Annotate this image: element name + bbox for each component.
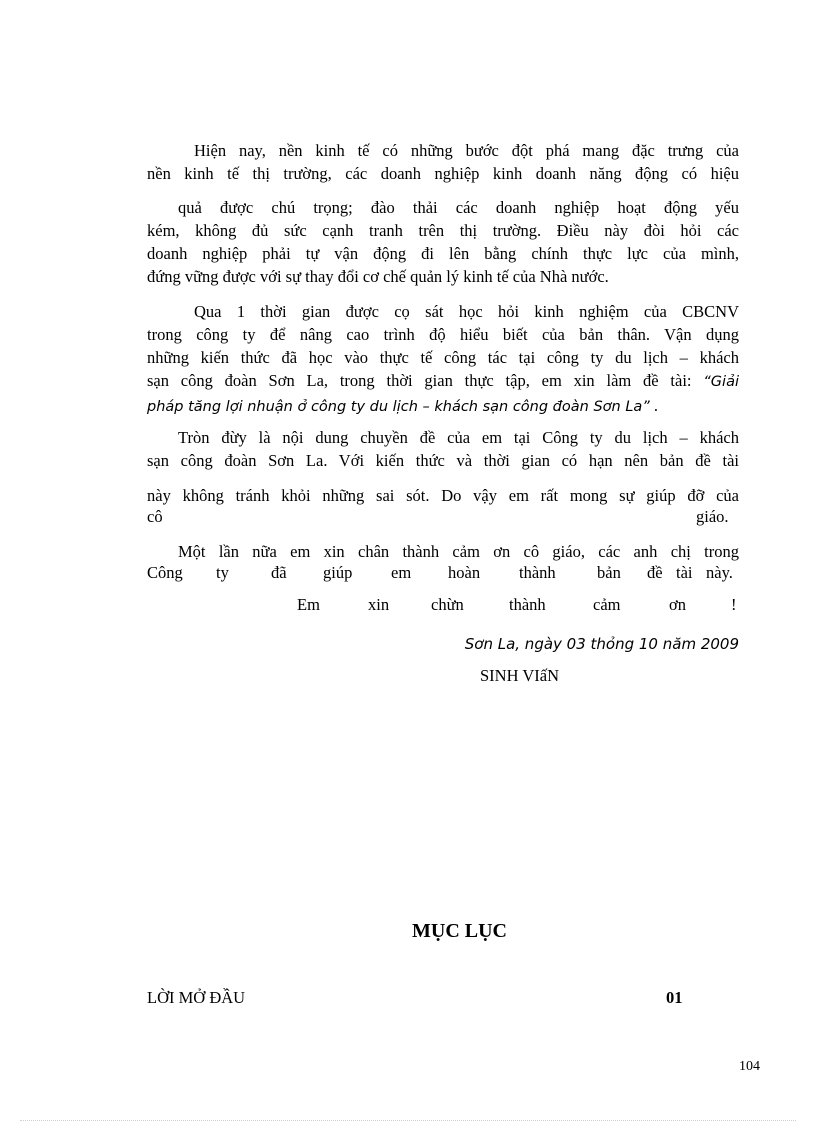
text-line: này không tránh khỏi những sai sót. Do vậy em rất mong sự giúp đỡ của [147, 486, 739, 505]
topic-title-start: “Giải [703, 374, 739, 390]
thanks-word: ơn [669, 595, 686, 614]
text-line: đứng vững được với sự thay đổi cơ chế quản lý kinh tế của Nhà nước. [147, 267, 609, 286]
thanks-word: Em [297, 595, 320, 614]
text-word: cô [147, 507, 163, 526]
text-word: giáo. [696, 507, 729, 526]
text-line: nền kinh tế thị trường, các doanh nghiệp kinh doanh năng động có hiệu [147, 164, 739, 183]
thanks-word: chừn [431, 595, 464, 614]
paragraph-continuation [147, 196, 739, 288]
paragraph-thanks [147, 540, 739, 563]
paragraph-apology [147, 484, 739, 507]
text-line: Qua 1 thời gian được cọ sát học hỏi kinh nghiệm của CBCNV [194, 302, 739, 321]
text-line [147, 369, 739, 394]
thanks-word: xin [368, 595, 390, 614]
text-word: đề [647, 563, 663, 582]
paragraph-intro [147, 139, 739, 185]
text-line: Một lần nữa em xin chân thành cảm ơn cô giáo, các anh chị trong [178, 542, 739, 561]
text-word: tài [676, 563, 693, 582]
thanks-word: ! [731, 595, 737, 614]
text-line: Hiện nay, nền kinh tế có những bước đột phá mang đặc trưng của [194, 141, 739, 160]
text-line: kém, không đủ sức cạnh tranh trên thị trường. Điều này đòi hỏi các [147, 221, 739, 240]
thanks-word: cảm [593, 595, 621, 614]
paragraph-topic [147, 300, 739, 419]
signature-label: SINH VIấN [480, 666, 559, 685]
text-word: giúp [323, 563, 353, 582]
toc-title: MỤC LỤC [412, 920, 507, 942]
text-word: em [391, 563, 412, 582]
text-line: doanh nghiệp phải tự vận động đi lên bằng chính thực lực của mình, [147, 244, 739, 263]
page-number: 104 [739, 1059, 760, 1074]
text-word: bản [597, 563, 621, 582]
date-line: Sơn La, ngày 03 thỏng 10 năm 2009 [464, 635, 739, 653]
topic-title-end: pháp tăng lợi nhuận ở công ty du lịch – khách sạn công đoàn Sơn La” [147, 399, 650, 415]
toc-entry-page: 01 [666, 988, 683, 1007]
text-word: Công [147, 563, 183, 582]
text-line: Tròn đừy là nội dung chuyền đề của em tại Công ty du lịch – khách [178, 428, 739, 447]
paragraph-summary [147, 426, 739, 472]
text-word: hoàn [448, 563, 481, 582]
footer-divider [20, 1120, 796, 1121]
text-line: những kiến thức đã học vào thực tế công tác tại công ty du lịch – khách [147, 348, 739, 367]
text-word: đã [271, 563, 287, 582]
thanks-word: thành [509, 595, 546, 614]
text-word: thành [519, 563, 556, 582]
text-word: ty [216, 563, 229, 582]
text-word: này. [706, 563, 733, 582]
text-line: trong công ty để nâng cao trình độ hiểu biết của bản thân. Vận dụng [147, 325, 739, 344]
text-run: sạn công đoàn Sơn La, trong thời gian thực tập, em xin làm đề tài: [147, 371, 704, 390]
text-run: . [649, 396, 659, 415]
toc-entry-label: LỜI MỞ ĐẦU [147, 988, 246, 1007]
text-line: sạn công đoàn Sơn La. Với kiến thức và thời gian có hạn nên bản đề tài [147, 451, 739, 470]
text-line: quả được chú trọng; đào thải các doanh nghiệp hoạt động yếu [178, 198, 739, 217]
text-line [147, 394, 739, 419]
